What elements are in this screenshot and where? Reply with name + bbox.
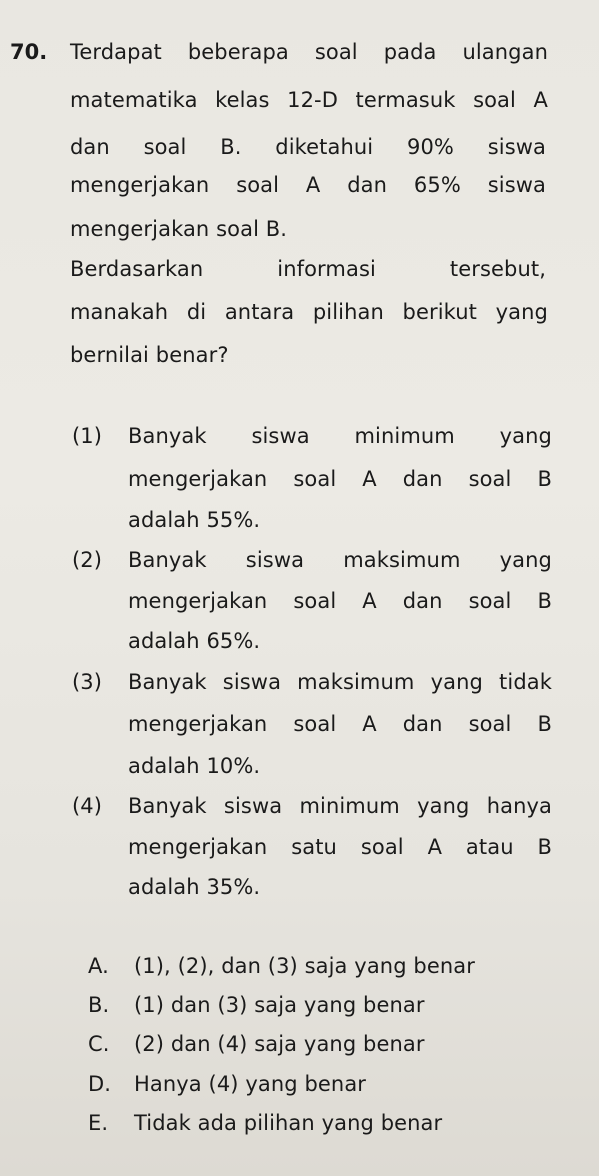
stem-line: matematika kelas 12-D termasuk soal A [70, 88, 548, 112]
statement-line: Banyak siswa minimum yang [128, 424, 552, 448]
option-text: Hanya (4) yang benar [134, 1072, 367, 1096]
option-text: (1), (2), dan (3) saja yang benar [134, 954, 475, 978]
stem-line: bernilai benar? [70, 343, 229, 367]
option-letter: C. [88, 1032, 110, 1056]
option-text: (1) dan (3) saja yang benar [134, 993, 425, 1017]
statement-line: adalah 35%. [128, 875, 261, 899]
stem-line: dan soal B. diketahui 90% siswa [70, 135, 546, 159]
option-text: Tidak ada pilihan yang benar [134, 1111, 443, 1135]
statement-line: mengerjakan soal A dan soal B [128, 467, 552, 491]
option-letter: D. [88, 1072, 112, 1096]
statement-label: (1) [72, 424, 103, 448]
statement-line: mengerjakan soal A dan soal B [128, 712, 552, 736]
option-letter: E. [88, 1111, 109, 1135]
option-letter: A. [88, 954, 109, 978]
statement-line: mengerjakan satu soal A atau B [128, 835, 552, 859]
stem-line: Berdasarkan informasi tersebut, [70, 257, 546, 281]
statement-label: (3) [72, 670, 103, 694]
statement-line: adalah 10%. [128, 754, 261, 778]
stem-line: Terdapat beberapa soal pada ulangan [70, 40, 548, 64]
statement-line: adalah 65%. [128, 629, 261, 653]
statement-label: (4) [72, 794, 103, 818]
statement-line: Banyak siswa minimum yang hanya [128, 794, 552, 818]
statement-line: adalah 55%. [128, 508, 261, 532]
stem-line: manakah di antara pilihan berikut yang [70, 300, 548, 324]
statement-line: Banyak siswa maksimum yang [128, 548, 552, 572]
statement-label: (2) [72, 548, 103, 572]
stem-line: mengerjakan soal A dan 65% siswa [70, 173, 546, 197]
statement-line: mengerjakan soal A dan soal B [128, 589, 552, 613]
question-number: 70. [10, 40, 48, 64]
stem-line: mengerjakan soal B. [70, 217, 288, 241]
option-text: (2) dan (4) saja yang benar [134, 1032, 425, 1056]
statement-line: Banyak siswa maksimum yang tidak [128, 670, 552, 694]
option-letter: B. [88, 993, 110, 1017]
